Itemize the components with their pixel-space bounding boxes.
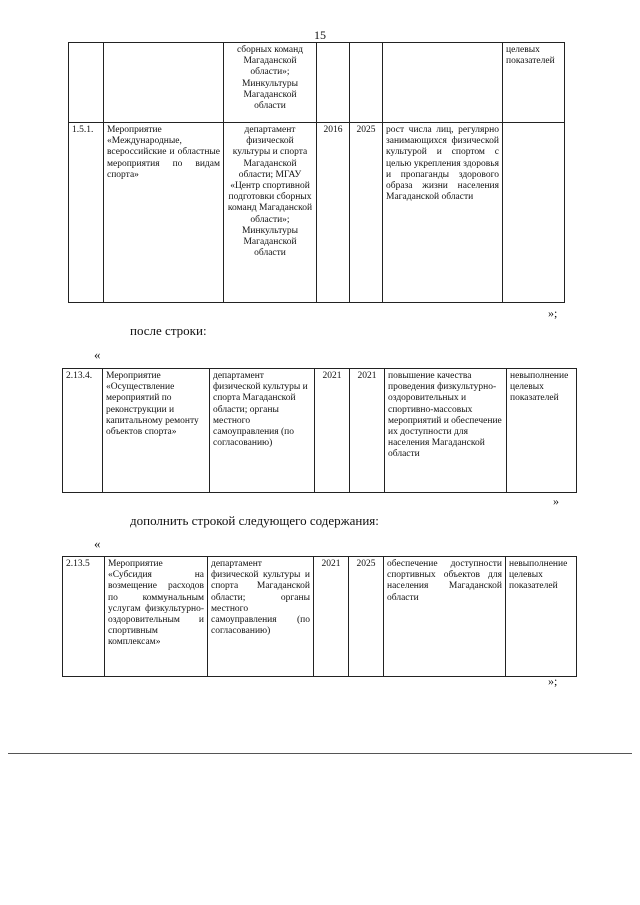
cell-risk	[503, 123, 565, 303]
quote-open-1: «	[94, 347, 101, 362]
cell-start: 2021	[315, 369, 350, 493]
cell-start: 2016	[317, 123, 350, 303]
cell-responsible: департамент физической культуры и спорта Магаданской области; МГАУ «Центр спортивной подготовки сборных команд Магаданской области»; Минкультуры Магаданской области	[224, 123, 317, 303]
table-row	[69, 123, 565, 303]
cell-name: Мероприятие «Субсидия на возмещение расходов по коммунальным услугам физкультурно-оздоровительным и спортивным комплексам»	[105, 557, 208, 677]
cell-risk: невыполнение целевых показателей	[506, 557, 577, 677]
cell-name: Мероприятие «Осуществление мероприятий по реконструкции и капитальному ремонту объектов спорта»	[103, 369, 210, 493]
cell-start	[317, 43, 350, 123]
cell-responsible: сборных команд Магаданской области»; Минкультуры Магаданской области	[224, 43, 317, 123]
table-row	[63, 369, 577, 493]
cell-end: 2025	[349, 557, 384, 677]
table-row	[63, 557, 577, 677]
cell-result: обеспечение доступности спортивных объектов для населения Магаданской области	[384, 557, 506, 677]
cell-responsible: департамент физической культуры и спорта Магаданской области; органы местного самоуправления (по согласованию)	[208, 557, 314, 677]
table-row	[69, 43, 565, 123]
cell-result: рост числа лиц, регулярно занимающихся физической культурой и спортом с целью укрепления здоровья и пропаганды здорового образа жизни населения Магаданской области	[383, 123, 503, 303]
page-divider	[8, 753, 632, 754]
cell-result: повышение качества проведения физкультурно-оздоровительных и спортивно-массовых мероприятий и обеспечение их доступности для населения Магаданской области	[385, 369, 507, 493]
cell-risk: целевых показателей	[503, 43, 565, 123]
after-line-text: после строки:	[130, 323, 207, 338]
page-number: 15	[314, 28, 326, 42]
add-line-text: дополнить строкой следующего содержания:	[130, 513, 379, 528]
cell-name: Мероприятие «Международные, всероссийские и областные мероприятия по видам спорта»	[104, 123, 224, 303]
closing-mark-2: »	[553, 494, 559, 508]
closing-mark-3: »;	[548, 674, 558, 688]
cell-end: 2021	[350, 369, 385, 493]
table-1	[68, 42, 565, 303]
cell-risk: невыполнение целевых показателей	[507, 369, 577, 493]
cell-end: 2025	[350, 123, 383, 303]
cell-responsible: департамент физической культуры и спорта Магаданской области; органы местного самоуправления (по согласованию)	[210, 369, 315, 493]
quote-open-2: «	[94, 536, 101, 551]
cell-name	[104, 43, 224, 123]
cell-result	[383, 43, 503, 123]
cell-num: 1.5.1.	[69, 123, 104, 303]
cell-num: 2.13.5	[63, 557, 105, 677]
table-2	[62, 368, 577, 493]
cell-end	[350, 43, 383, 123]
cell-num: 2.13.4.	[63, 369, 103, 493]
table-3	[62, 556, 577, 677]
closing-mark-1: »;	[548, 306, 558, 320]
cell-num	[69, 43, 104, 123]
cell-start: 2021	[314, 557, 349, 677]
